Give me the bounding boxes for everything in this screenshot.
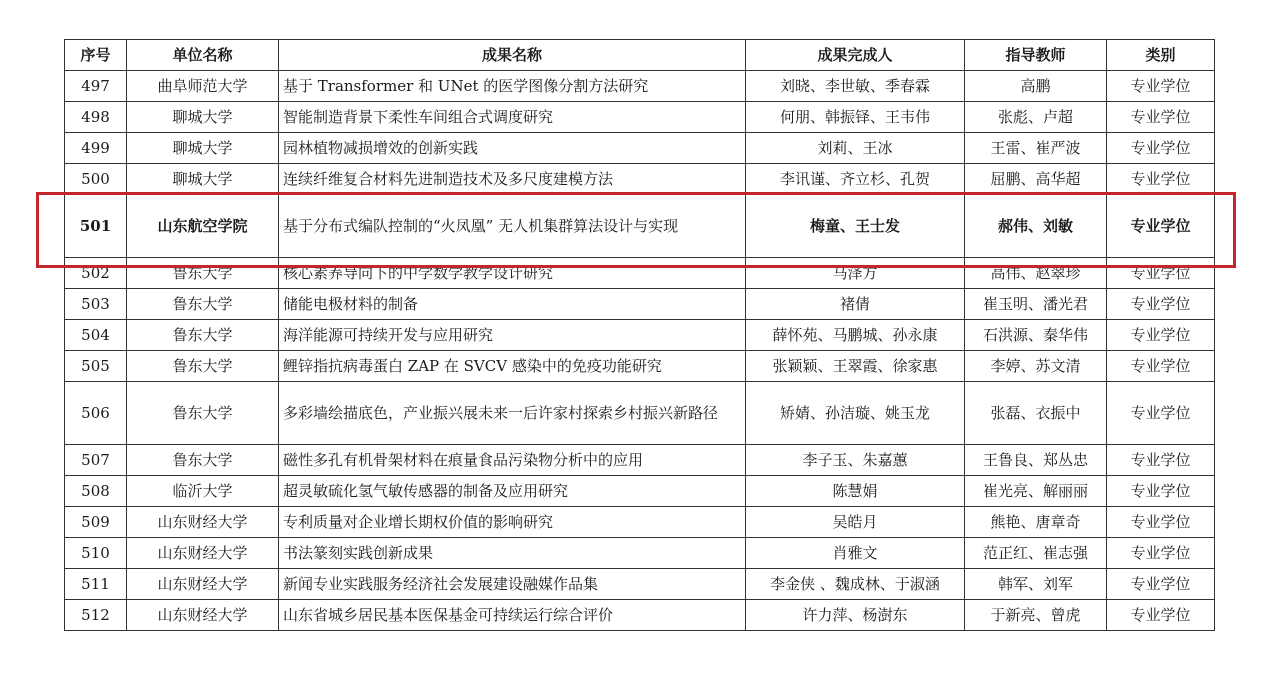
cell-advisors: 屈鹏、高华超 [965,164,1107,195]
cell-no: 512 [65,600,127,631]
cell-authors: 马泽方 [746,258,965,289]
cell-advisors: 熊艳、唐章奇 [965,507,1107,538]
cell-advisors: 崔玉明、潘光君 [965,289,1107,320]
cell-authors: 何朋、韩振铎、王韦伟 [746,102,965,133]
cell-advisors: 石洪源、秦华伟 [965,320,1107,351]
cell-category: 专业学位 [1107,382,1215,445]
achievement-table [64,39,1215,631]
cell-no: 509 [65,507,127,538]
cell-authors: 张颖颖、王翠霞、徐家惠 [746,351,965,382]
cell-unit: 临沂大学 [127,476,279,507]
cell-authors: 李金侠 、魏成林、于淑涵 [746,569,965,600]
table-row [65,538,1215,569]
table-row [65,102,1215,133]
table-header-row [65,40,1215,71]
cell-authors: 陈慧娟 [746,476,965,507]
cell-title: 山东省城乡居民基本医保基金可持续运行综合评价 [279,600,746,631]
table-row [65,351,1215,382]
cell-title: 超灵敏硫化氢气敏传感器的制备及应用研究 [279,476,746,507]
cell-category: 专业学位 [1107,164,1215,195]
cell-advisors: 王雷、崔严波 [965,133,1107,164]
cell-no: 511 [65,569,127,600]
cell-title: 储能电极材料的制备 [279,289,746,320]
cell-authors: 刘晓、李世敏、季春霖 [746,71,965,102]
cell-advisors: 高鹏 [965,71,1107,102]
cell-unit: 山东财经大学 [127,569,279,600]
cell-authors: 刘莉、王冰 [746,133,965,164]
cell-advisors: 张磊、衣振中 [965,382,1107,445]
cell-unit: 山东财经大学 [127,538,279,569]
cell-unit: 聊城大学 [127,133,279,164]
cell-no: 497 [65,71,127,102]
cell-no: 502 [65,258,127,289]
cell-authors: 吴皓月 [746,507,965,538]
cell-no: 498 [65,102,127,133]
cell-title: 书法篆刻实践创新成果 [279,538,746,569]
cell-unit: 山东航空学院 [127,195,279,258]
cell-category: 专业学位 [1107,476,1215,507]
cell-authors: 褚倩 [746,289,965,320]
cell-unit: 曲阜师范大学 [127,71,279,102]
table-row [65,382,1215,445]
header-title: 成果名称 [279,40,746,71]
cell-category: 专业学位 [1107,445,1215,476]
cell-authors: 梅童、王士发 [746,195,965,258]
header-category: 类别 [1107,40,1215,71]
cell-no: 500 [65,164,127,195]
cell-category: 专业学位 [1107,600,1215,631]
cell-category: 专业学位 [1107,569,1215,600]
cell-title: 磁性多孔有机骨架材料在痕量食品污染物分析中的应用 [279,445,746,476]
cell-no: 499 [65,133,127,164]
cell-title: 连续纤维复合材料先进制造技术及多尺度建模方法 [279,164,746,195]
cell-title: 多彩墙绘描底色，产业振兴展未来一后许家村探索乡村振兴新路径 [279,382,746,445]
cell-no: 501 [65,195,127,258]
cell-authors: 李讯谨、齐立杉、孔贺 [746,164,965,195]
cell-category: 专业学位 [1107,538,1215,569]
table-row [65,133,1215,164]
header-no: 序号 [65,40,127,71]
cell-unit: 鲁东大学 [127,258,279,289]
cell-title: 基于 Transformer 和 UNet 的医学图像分割方法研究 [279,71,746,102]
cell-unit: 鲁东大学 [127,289,279,320]
cell-category: 专业学位 [1107,507,1215,538]
cell-authors: 薛怀苑、马鹏城、孙永康 [746,320,965,351]
cell-advisors: 于新亮、曾虎 [965,600,1107,631]
cell-category: 专业学位 [1107,102,1215,133]
table-row [65,476,1215,507]
table-row [65,289,1215,320]
cell-title: 海洋能源可持续开发与应用研究 [279,320,746,351]
header-advisors: 指导教师 [965,40,1107,71]
cell-no: 505 [65,351,127,382]
cell-category: 专业学位 [1107,320,1215,351]
table-row [65,507,1215,538]
cell-title: 鲤锌指抗病毒蛋白 ZAP 在 SVCV 感染中的免疫功能研究 [279,351,746,382]
table-row [65,569,1215,600]
header-authors: 成果完成人 [746,40,965,71]
cell-advisors: 李婷、苏文清 [965,351,1107,382]
cell-category: 专业学位 [1107,133,1215,164]
cell-unit: 聊城大学 [127,102,279,133]
cell-category: 专业学位 [1107,289,1215,320]
cell-advisors: 范正红、崔志强 [965,538,1107,569]
table-row [65,258,1215,289]
cell-advisors: 高伟、赵翠珍 [965,258,1107,289]
cell-title: 园林植物减损增效的创新实践 [279,133,746,164]
cell-advisors: 张彪、卢超 [965,102,1107,133]
cell-no: 508 [65,476,127,507]
table-row [65,164,1215,195]
cell-unit: 鲁东大学 [127,382,279,445]
cell-no: 507 [65,445,127,476]
cell-no: 503 [65,289,127,320]
cell-authors: 肖雅文 [746,538,965,569]
cell-category: 专业学位 [1107,351,1215,382]
header-unit: 单位名称 [127,40,279,71]
cell-title: 专利质量对企业增长期权价值的影响研究 [279,507,746,538]
cell-no: 510 [65,538,127,569]
cell-title: 核心素养导向下的中学数学教学设计研究 [279,258,746,289]
cell-unit: 聊城大学 [127,164,279,195]
cell-title: 新闻专业实践服务经济社会发展建设融媒作品集 [279,569,746,600]
table-row [65,320,1215,351]
cell-authors: 许力萍、杨澍东 [746,600,965,631]
table-row [65,600,1215,631]
cell-unit: 山东财经大学 [127,507,279,538]
cell-title: 基于分布式编队控制的“火凤凰” 无人机集群算法设计与实现 [279,195,746,258]
cell-unit: 山东财经大学 [127,600,279,631]
cell-no: 506 [65,382,127,445]
cell-no: 504 [65,320,127,351]
cell-unit: 鲁东大学 [127,445,279,476]
cell-unit: 鲁东大学 [127,320,279,351]
cell-advisors: 王鲁良、郑丛忠 [965,445,1107,476]
cell-authors: 李子玉、朱嘉蕙 [746,445,965,476]
cell-authors: 矫婧、孙洁璇、姚玉龙 [746,382,965,445]
table-row [65,195,1215,258]
cell-advisors: 郝伟、刘敏 [965,195,1107,258]
table-row [65,71,1215,102]
cell-advisors: 崔光亮、解丽丽 [965,476,1107,507]
cell-unit: 鲁东大学 [127,351,279,382]
table-row [65,445,1215,476]
cell-category: 专业学位 [1107,71,1215,102]
cell-title: 智能制造背景下柔性车间组合式调度研究 [279,102,746,133]
cell-advisors: 韩军、刘军 [965,569,1107,600]
cell-category: 专业学位 [1107,195,1215,258]
cell-category: 专业学位 [1107,258,1215,289]
